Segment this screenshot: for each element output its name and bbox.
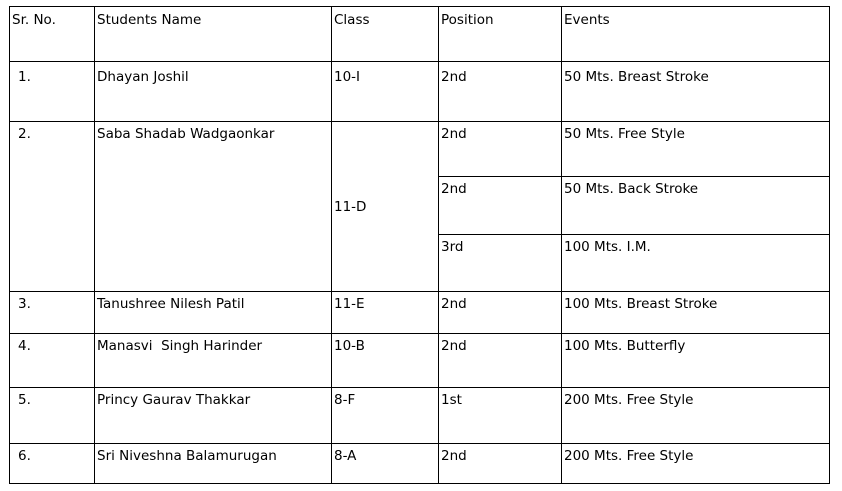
header-sr-no: Sr. No. (10, 7, 95, 62)
class-cell: 8-A (332, 444, 439, 484)
event-cell: 100 Mts. I.M. (562, 235, 830, 292)
sr-no-cell: 2. (10, 122, 95, 292)
position-cell: 2nd (439, 62, 562, 122)
header-events: Events (562, 7, 830, 62)
results-table (9, 6, 830, 484)
class-cell: 11-D (332, 122, 439, 292)
event-cell: 50 Mts. Back Stroke (562, 177, 830, 235)
student-name-cell: Dhayan Joshil (95, 62, 332, 122)
class-cell: 10-I (332, 62, 439, 122)
student-name-cell: Saba Shadab Wadgaonkar (95, 122, 332, 292)
header-class: Class (332, 7, 439, 62)
student-name-cell: Manasvi Singh Harinder (95, 334, 332, 388)
sr-no-cell: 3. (10, 292, 95, 334)
sr-no-cell: 1. (10, 62, 95, 122)
position-cell: 2nd (439, 334, 562, 388)
table-row (10, 334, 830, 388)
table-row (10, 292, 830, 334)
table-header-row (10, 7, 830, 62)
student-name-cell: Princy Gaurav Thakkar (95, 388, 332, 444)
sr-no-cell: 4. (10, 334, 95, 388)
event-cell: 200 Mts. Free Style (562, 388, 830, 444)
table-row (10, 444, 830, 484)
class-cell: 8-F (332, 388, 439, 444)
position-cell: 2nd (439, 177, 562, 235)
position-cell: 1st (439, 388, 562, 444)
student-name-cell: Tanushree Nilesh Patil (95, 292, 332, 334)
position-cell: 3rd (439, 235, 562, 292)
event-cell: 200 Mts. Free Style (562, 444, 830, 484)
position-cell: 2nd (439, 122, 562, 177)
event-cell: 50 Mts. Breast Stroke (562, 62, 830, 122)
event-cell: 100 Mts. Breast Stroke (562, 292, 830, 334)
event-cell: 100 Mts. Butterfly (562, 334, 830, 388)
position-cell: 2nd (439, 292, 562, 334)
table-row (10, 122, 830, 177)
event-cell: 50 Mts. Free Style (562, 122, 830, 177)
position-cell: 2nd (439, 444, 562, 484)
header-students-name: Students Name (95, 7, 332, 62)
class-cell: 10-B (332, 334, 439, 388)
header-position: Position (439, 7, 562, 62)
sr-no-cell: 5. (10, 388, 95, 444)
class-cell: 11-E (332, 292, 439, 334)
sr-no-cell: 6. (10, 444, 95, 484)
table-row (10, 388, 830, 444)
table-row (10, 62, 830, 122)
student-name-cell: Sri Niveshna Balamurugan (95, 444, 332, 484)
